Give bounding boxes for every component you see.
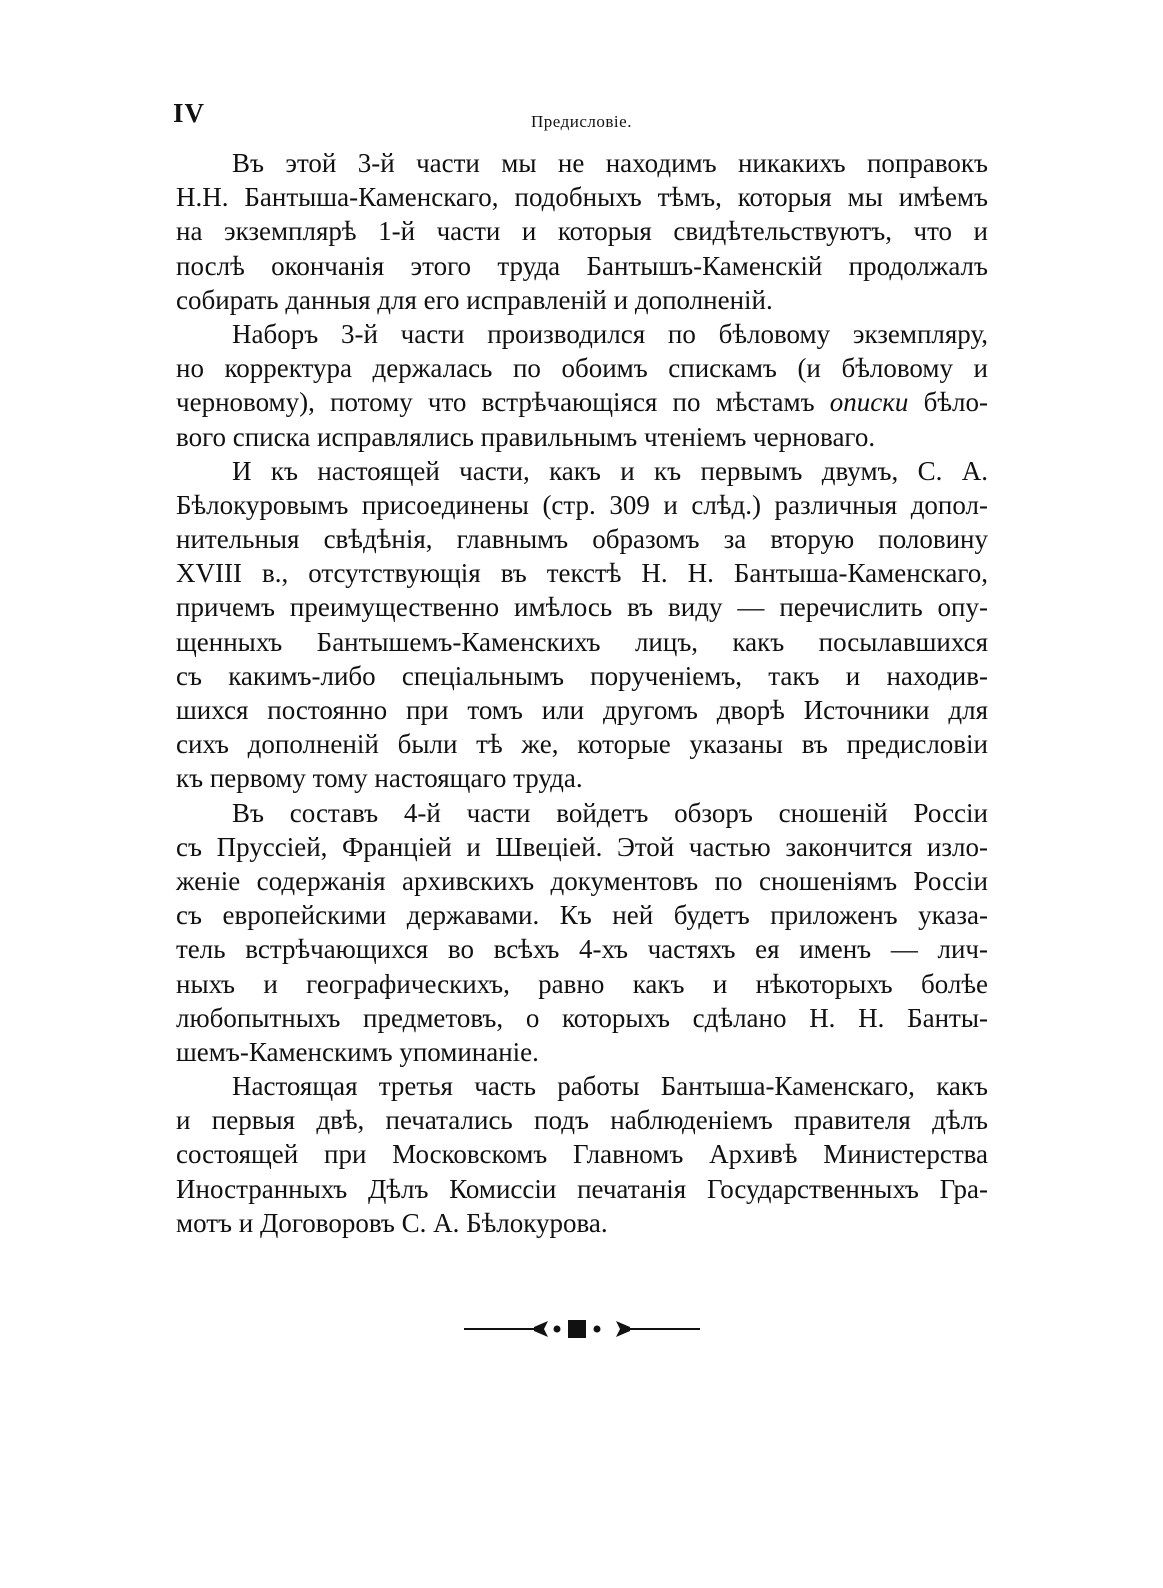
text-line: вого списка исправлялись правильнымъ чтеніемъ черноваго. bbox=[176, 421, 876, 452]
text-line: послѣ окончанія этого труда Бантышъ-Каменскій продолжалъ bbox=[176, 250, 988, 281]
text-segment: бѣло- bbox=[908, 387, 988, 418]
text-line: Въ этой 3-й части мы не находимъ никакихъ поправокъ bbox=[232, 148, 988, 178]
text-line: Н.Н. Бантыша-Каменскаго, подобныхъ тѣмъ, которыя мы имѣемъ bbox=[176, 182, 988, 213]
text-line: нительныя свѣдѣнія, главнымъ образомъ за вторую половину bbox=[176, 524, 988, 555]
paragraph-2 bbox=[176, 317, 988, 454]
text-line: женіе содержанія архивскихъ документовъ по сношеніямъ Россіи bbox=[176, 865, 988, 896]
text-line: ныхъ и географическихъ, равно какъ и нѣкоторыхъ болѣе bbox=[176, 968, 988, 999]
paragraph-4 bbox=[176, 796, 988, 1070]
page-number: IV bbox=[173, 98, 206, 128]
text-line: сихъ дополненій были тѣ же, которые указаны въ предисловіи bbox=[176, 729, 988, 760]
paragraph-5 bbox=[176, 1069, 988, 1240]
text-line: мотъ и Договоровъ С. А. Бѣлокурова. bbox=[176, 1207, 608, 1238]
running-title: Предисловіе. bbox=[531, 112, 632, 131]
text-segment: черновому), потому что встрѣчающіяся по мѣстамъ bbox=[176, 387, 830, 418]
text-line: любопытныхъ предметовъ, о которыхъ сдѣлано Н. Н. Банты- bbox=[176, 1002, 988, 1033]
text-line: и первыя двѣ, печатались подъ наблюденіемъ правителя дѣлъ bbox=[176, 1105, 988, 1136]
text-line: Бѣлокуровымъ присоединены (стр. 309 и слѣд.) различныя допол- bbox=[176, 489, 988, 520]
text-line: состоящей при Московскомъ Главномъ Архивѣ Министерства bbox=[176, 1139, 988, 1170]
text-line: Наборъ 3-й части производился по бѣловому экземпляру, bbox=[232, 318, 988, 349]
printers-ornament-icon bbox=[464, 1315, 700, 1343]
text-line: XVIII в., отсутствующія въ текстѣ Н. Н. Бантыша-Каменскаго, bbox=[176, 558, 988, 589]
text-line: съ Пруссіей, Франціей и Швеціей. Этой частью закончится изло- bbox=[176, 831, 988, 862]
text-line: тель встрѣчающихся во всѣхъ 4-хъ частяхъ ея именъ — лич- bbox=[176, 934, 988, 965]
text-line: Иностранныхъ Дѣлъ Комиссіи печатанія Государственныхъ Гра- bbox=[176, 1173, 988, 1204]
text-line-with-italic bbox=[176, 385, 988, 419]
text-line: И къ настоящей части, какъ и къ первымъ двумъ, С. А. bbox=[232, 455, 988, 486]
text-line: Въ составъ 4-й части войдетъ обзоръ сношеній Россіи bbox=[232, 797, 988, 828]
text-line: къ первому тому настоящаго труда. bbox=[176, 763, 583, 794]
italic-word: описки bbox=[829, 387, 909, 418]
text-line: но корректура держалась по обоимъ спискамъ (и бѣловому и bbox=[176, 353, 988, 384]
text-line: собирать данныя для его исправленій и дополненій. bbox=[176, 284, 773, 315]
text-line: съ европейскими державами. Къ ней будетъ приложенъ указа- bbox=[176, 900, 988, 931]
paragraph-3 bbox=[176, 454, 988, 796]
text-line: щенныхъ Бантышемъ-Каменскихъ лицъ, какъ посылавшихся bbox=[176, 626, 988, 657]
text-line: на экземплярѣ 1-й части и которыя свидѣтельствуютъ, что и bbox=[176, 216, 988, 247]
body-text bbox=[176, 146, 988, 1240]
text-line: съ какимъ-либо спеціальнымъ порученіемъ, такъ и находив- bbox=[176, 660, 988, 691]
text-line: шемъ-Каменскимъ упоминаніе. bbox=[176, 1036, 539, 1067]
text-line: причемъ преимущественно имѣлось въ виду — перечислить опу- bbox=[176, 592, 988, 623]
text-line: Настоящая третья часть работы Бантыша-Каменскаго, какъ bbox=[232, 1071, 988, 1102]
paragraph-1 bbox=[176, 146, 988, 317]
text-line: шихся постоянно при томъ или другомъ дворѣ Источники для bbox=[176, 695, 988, 725]
